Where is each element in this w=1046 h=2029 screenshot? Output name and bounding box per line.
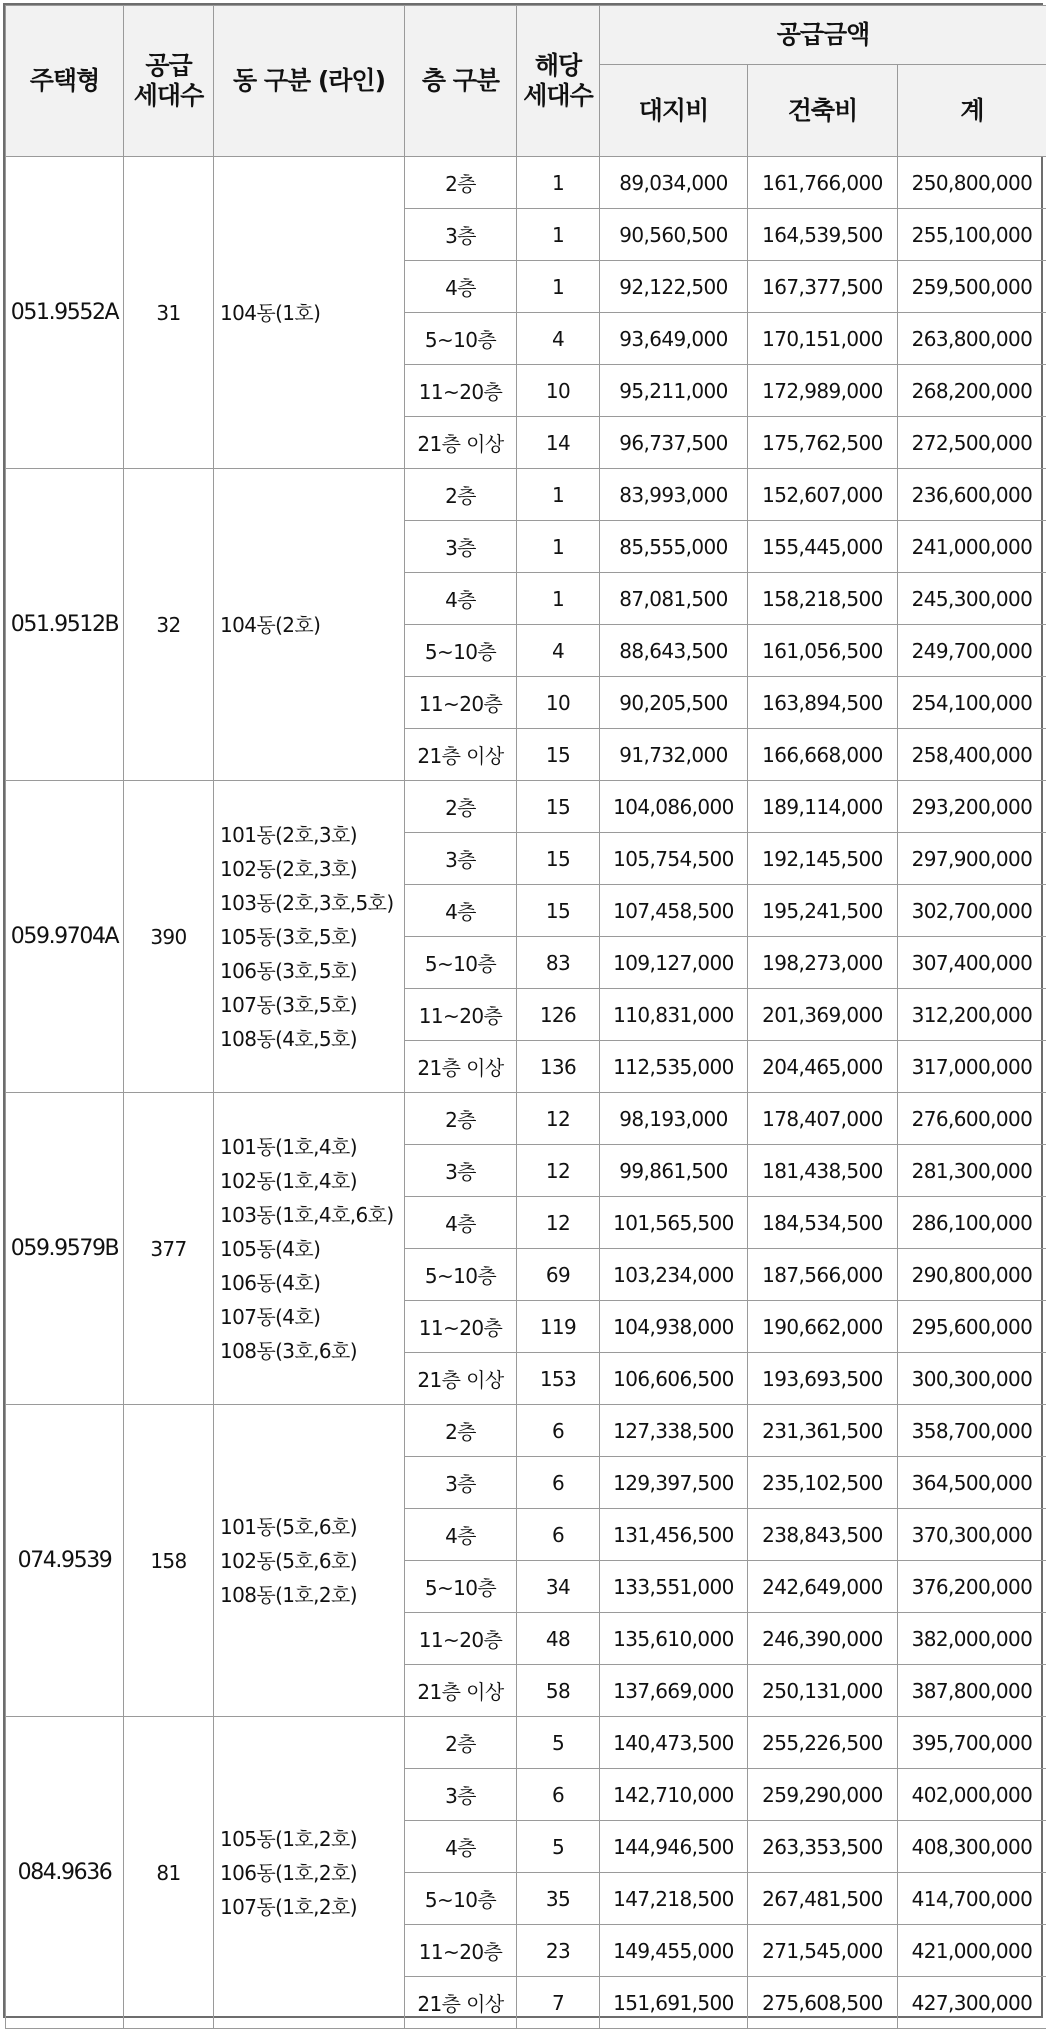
land-price-cell: 105,754,500: [600, 833, 748, 885]
total-price-cell: 302,700,000: [898, 885, 1046, 937]
floor-cell: 5~10층: [405, 1249, 517, 1301]
land-price-cell: 103,234,000: [600, 1249, 748, 1301]
header-units-line1: 해당: [517, 51, 599, 81]
dong-line: 102동(2호,3호): [220, 852, 404, 886]
house-type-cell: 051.9512B: [6, 469, 124, 781]
total-price-cell: 236,600,000: [898, 469, 1046, 521]
total-price-cell: 281,300,000: [898, 1145, 1046, 1197]
land-price-cell: 99,861,500: [600, 1145, 748, 1197]
build-price-cell: 172,989,000: [748, 365, 898, 417]
land-price-cell: 101,565,500: [600, 1197, 748, 1249]
floor-cell: 21층 이상: [405, 1353, 517, 1405]
dong-line: 101동(5호,6호): [220, 1510, 404, 1544]
dong-line: 102동(1호,4호): [220, 1164, 404, 1198]
dong-line: 105동(3호,5호): [220, 920, 404, 954]
land-price-cell: 104,938,000: [600, 1301, 748, 1353]
dong-line: 105동(4호): [220, 1232, 404, 1266]
total-price-cell: 387,800,000: [898, 1665, 1046, 1717]
build-price-cell: 242,649,000: [748, 1561, 898, 1613]
floor-cell: 21층 이상: [405, 1041, 517, 1093]
floor-cell: 5~10층: [405, 625, 517, 677]
dong-line: 108동(3호,6호): [220, 1334, 404, 1368]
dong-line: 103동(1호,4호,6호): [220, 1198, 404, 1232]
land-price-cell: 95,211,000: [600, 365, 748, 417]
supply-units-cell: 32: [124, 469, 214, 781]
units-cell: 23: [517, 1925, 600, 1977]
total-price-cell: 259,500,000: [898, 261, 1046, 313]
supply-units-cell: 158: [124, 1405, 214, 1717]
units-cell: 7: [517, 1977, 600, 2029]
floor-cell: 11~20층: [405, 1613, 517, 1665]
header-supply-units-line1: 공급: [124, 51, 213, 81]
floor-cell: 3층: [405, 1457, 517, 1509]
build-price-cell: 231,361,500: [748, 1405, 898, 1457]
total-price-cell: 254,100,000: [898, 677, 1046, 729]
floor-cell: 2층: [405, 1405, 517, 1457]
dong-line: 102동(5호,6호): [220, 1544, 404, 1578]
dong-line: 106동(3호,5호): [220, 954, 404, 988]
dong-line: 106동(4호): [220, 1266, 404, 1300]
header-price: 공급금액: [600, 6, 1046, 65]
floor-cell: 2층: [405, 1717, 517, 1769]
units-cell: 5: [517, 1821, 600, 1873]
build-price-cell: 175,762,500: [748, 417, 898, 469]
land-price-cell: 112,535,000: [600, 1041, 748, 1093]
build-price-cell: 161,056,500: [748, 625, 898, 677]
table-row: [6, 1093, 1046, 1145]
build-price-cell: 246,390,000: [748, 1613, 898, 1665]
build-price-cell: 271,545,000: [748, 1925, 898, 1977]
total-price-cell: 421,000,000: [898, 1925, 1046, 1977]
floor-cell: 2층: [405, 469, 517, 521]
build-price-cell: 201,369,000: [748, 989, 898, 1041]
land-price-cell: 90,560,500: [600, 209, 748, 261]
table-body: [6, 157, 1046, 2029]
land-price-cell: 92,122,500: [600, 261, 748, 313]
land-price-cell: 131,456,500: [600, 1509, 748, 1561]
build-price-cell: 181,438,500: [748, 1145, 898, 1197]
header-units: [517, 6, 600, 157]
header-supply-units-line2: 세대수: [124, 81, 213, 111]
total-price-cell: 263,800,000: [898, 313, 1046, 365]
land-price-cell: 83,993,000: [600, 469, 748, 521]
header-supply-units: [124, 6, 214, 157]
dong-line: 101동(2호,3호): [220, 818, 404, 852]
table-row: [6, 1405, 1046, 1457]
dong-line: 107동(1호,2호): [220, 1890, 404, 1924]
floor-cell: 5~10층: [405, 1561, 517, 1613]
dong-line: 107동(4호): [220, 1300, 404, 1334]
floor-cell: 4층: [405, 1821, 517, 1873]
header-floor: 층 구분: [405, 6, 517, 157]
land-price-cell: 91,732,000: [600, 729, 748, 781]
units-cell: 136: [517, 1041, 600, 1093]
house-type-cell: 059.9704A: [6, 781, 124, 1093]
floor-cell: 3층: [405, 521, 517, 573]
floor-cell: 5~10층: [405, 313, 517, 365]
units-cell: 1: [517, 261, 600, 313]
total-price-cell: 293,200,000: [898, 781, 1046, 833]
units-cell: 12: [517, 1197, 600, 1249]
floor-cell: 21층 이상: [405, 729, 517, 781]
total-price-cell: 364,500,000: [898, 1457, 1046, 1509]
build-price-cell: 255,226,500: [748, 1717, 898, 1769]
dong-line: 107동(3호,5호): [220, 988, 404, 1022]
dong-line-cell: [214, 1717, 405, 2029]
floor-cell: 3층: [405, 1769, 517, 1821]
header-total: 계: [898, 65, 1046, 157]
total-price-cell: 376,200,000: [898, 1561, 1046, 1613]
floor-cell: 21층 이상: [405, 417, 517, 469]
total-price-cell: 255,100,000: [898, 209, 1046, 261]
house-type-cell: 084.9636: [6, 1717, 124, 2029]
dong-line-cell: [214, 781, 405, 1093]
build-price-cell: 250,131,000: [748, 1665, 898, 1717]
dong-line: 108동(1호,2호): [220, 1578, 404, 1612]
build-price-cell: 198,273,000: [748, 937, 898, 989]
house-type-cell: 074.9539: [6, 1405, 124, 1717]
supply-units-cell: 390: [124, 781, 214, 1093]
units-cell: 15: [517, 833, 600, 885]
build-price-cell: 163,894,500: [748, 677, 898, 729]
units-cell: 6: [517, 1457, 600, 1509]
supply-units-cell: 31: [124, 157, 214, 469]
build-price-cell: 166,668,000: [748, 729, 898, 781]
dong-line: 108동(4호,5호): [220, 1022, 404, 1056]
header-land: 대지비: [600, 65, 748, 157]
total-price-cell: 241,000,000: [898, 521, 1046, 573]
units-cell: 48: [517, 1613, 600, 1665]
build-price-cell: 164,539,500: [748, 209, 898, 261]
build-price-cell: 263,353,500: [748, 1821, 898, 1873]
floor-cell: 11~20층: [405, 1301, 517, 1353]
floor-cell: 11~20층: [405, 677, 517, 729]
floor-cell: 3층: [405, 833, 517, 885]
land-price-cell: 133,551,000: [600, 1561, 748, 1613]
build-price-cell: 158,218,500: [748, 573, 898, 625]
units-cell: 15: [517, 885, 600, 937]
build-price-cell: 192,145,500: [748, 833, 898, 885]
land-price-cell: 107,458,500: [600, 885, 748, 937]
units-cell: 12: [517, 1093, 600, 1145]
land-price-cell: 129,397,500: [600, 1457, 748, 1509]
total-price-cell: 272,500,000: [898, 417, 1046, 469]
total-price-cell: 297,900,000: [898, 833, 1046, 885]
table-row: [6, 157, 1046, 209]
build-price-cell: 178,407,000: [748, 1093, 898, 1145]
land-price-cell: 151,691,500: [600, 1977, 748, 2029]
floor-cell: 4층: [405, 1509, 517, 1561]
land-price-cell: 142,710,000: [600, 1769, 748, 1821]
build-price-cell: 193,693,500: [748, 1353, 898, 1405]
units-cell: 1: [517, 573, 600, 625]
units-cell: 35: [517, 1873, 600, 1925]
dong-line: 101동(1호,4호): [220, 1130, 404, 1164]
land-price-cell: 90,205,500: [600, 677, 748, 729]
total-price-cell: 300,300,000: [898, 1353, 1046, 1405]
build-price-cell: 152,607,000: [748, 469, 898, 521]
build-price-cell: 259,290,000: [748, 1769, 898, 1821]
header-dong: 동 구분 (라인): [214, 6, 405, 157]
land-price-cell: 147,218,500: [600, 1873, 748, 1925]
units-cell: 15: [517, 781, 600, 833]
floor-cell: 2층: [405, 781, 517, 833]
build-price-cell: 189,114,000: [748, 781, 898, 833]
table-header: [6, 6, 1046, 157]
build-price-cell: 167,377,500: [748, 261, 898, 313]
units-cell: 10: [517, 677, 600, 729]
land-price-cell: 85,555,000: [600, 521, 748, 573]
units-cell: 1: [517, 209, 600, 261]
floor-cell: 3층: [405, 1145, 517, 1197]
units-cell: 1: [517, 521, 600, 573]
dong-line: 104동(1호): [220, 296, 404, 330]
total-price-cell: 382,000,000: [898, 1613, 1046, 1665]
floor-cell: 5~10층: [405, 937, 517, 989]
total-price-cell: 258,400,000: [898, 729, 1046, 781]
dong-line-cell: [214, 469, 405, 781]
total-price-cell: 358,700,000: [898, 1405, 1046, 1457]
total-price-cell: 408,300,000: [898, 1821, 1046, 1873]
build-price-cell: 155,445,000: [748, 521, 898, 573]
header-type: 주택형: [6, 6, 124, 157]
land-price-cell: 140,473,500: [600, 1717, 748, 1769]
land-price-cell: 93,649,000: [600, 313, 748, 365]
total-price-cell: 290,800,000: [898, 1249, 1046, 1301]
units-cell: 6: [517, 1509, 600, 1561]
build-price-cell: 195,241,500: [748, 885, 898, 937]
floor-cell: 4층: [405, 573, 517, 625]
units-cell: 1: [517, 469, 600, 521]
units-cell: 15: [517, 729, 600, 781]
units-cell: 6: [517, 1769, 600, 1821]
build-price-cell: 275,608,500: [748, 1977, 898, 2029]
units-cell: 126: [517, 989, 600, 1041]
land-price-cell: 127,338,500: [600, 1405, 748, 1457]
units-cell: 14: [517, 417, 600, 469]
dong-line-cell: [214, 1093, 405, 1405]
build-price-cell: 235,102,500: [748, 1457, 898, 1509]
build-price-cell: 184,534,500: [748, 1197, 898, 1249]
units-cell: 153: [517, 1353, 600, 1405]
units-cell: 12: [517, 1145, 600, 1197]
dong-line-cell: [214, 1405, 405, 1717]
units-cell: 4: [517, 313, 600, 365]
land-price-cell: 149,455,000: [600, 1925, 748, 1977]
land-price-cell: 135,610,000: [600, 1613, 748, 1665]
dong-line: 106동(1호,2호): [220, 1856, 404, 1890]
units-cell: 83: [517, 937, 600, 989]
units-cell: 34: [517, 1561, 600, 1613]
land-price-cell: 89,034,000: [600, 157, 748, 209]
floor-cell: 11~20층: [405, 989, 517, 1041]
floor-cell: 21층 이상: [405, 1977, 517, 2029]
dong-line: 103동(2호,3호,5호): [220, 886, 404, 920]
build-price-cell: 161,766,000: [748, 157, 898, 209]
floor-cell: 4층: [405, 1197, 517, 1249]
units-cell: 58: [517, 1665, 600, 1717]
units-cell: 10: [517, 365, 600, 417]
supply-units-cell: 377: [124, 1093, 214, 1405]
total-price-cell: 312,200,000: [898, 989, 1046, 1041]
total-price-cell: 427,300,000: [898, 1977, 1046, 2029]
total-price-cell: 276,600,000: [898, 1093, 1046, 1145]
total-price-cell: 414,700,000: [898, 1873, 1046, 1925]
floor-cell: 11~20층: [405, 365, 517, 417]
land-price-cell: 98,193,000: [600, 1093, 748, 1145]
build-price-cell: 187,566,000: [748, 1249, 898, 1301]
table-row: [6, 781, 1046, 833]
total-price-cell: 295,600,000: [898, 1301, 1046, 1353]
floor-cell: 2층: [405, 157, 517, 209]
build-price-cell: 238,843,500: [748, 1509, 898, 1561]
units-cell: 119: [517, 1301, 600, 1353]
land-price-cell: 110,831,000: [600, 989, 748, 1041]
floor-cell: 4층: [405, 261, 517, 313]
house-type-cell: 059.9579B: [6, 1093, 124, 1405]
floor-cell: 5~10층: [405, 1873, 517, 1925]
dong-line-cell: [214, 157, 405, 469]
total-price-cell: 268,200,000: [898, 365, 1046, 417]
land-price-cell: 96,737,500: [600, 417, 748, 469]
header-units-line2: 세대수: [517, 81, 599, 111]
floor-cell: 3층: [405, 209, 517, 261]
total-price-cell: 395,700,000: [898, 1717, 1046, 1769]
land-price-cell: 104,086,000: [600, 781, 748, 833]
dong-line: 104동(2호): [220, 608, 404, 642]
table-row: [6, 1717, 1046, 1769]
dong-line: 105동(1호,2호): [220, 1822, 404, 1856]
build-price-cell: 204,465,000: [748, 1041, 898, 1093]
total-price-cell: 307,400,000: [898, 937, 1046, 989]
floor-cell: 21층 이상: [405, 1665, 517, 1717]
supply-units-cell: 81: [124, 1717, 214, 2029]
land-price-cell: 87,081,500: [600, 573, 748, 625]
total-price-cell: 245,300,000: [898, 573, 1046, 625]
total-price-cell: 370,300,000: [898, 1509, 1046, 1561]
header-build: 건축비: [748, 65, 898, 157]
build-price-cell: 190,662,000: [748, 1301, 898, 1353]
total-price-cell: 402,000,000: [898, 1769, 1046, 1821]
units-cell: 69: [517, 1249, 600, 1301]
table-row: [6, 469, 1046, 521]
land-price-cell: 106,606,500: [600, 1353, 748, 1405]
units-cell: 5: [517, 1717, 600, 1769]
land-price-cell: 88,643,500: [600, 625, 748, 677]
floor-cell: 4층: [405, 885, 517, 937]
total-price-cell: 249,700,000: [898, 625, 1046, 677]
house-type-cell: 051.9552A: [6, 157, 124, 469]
build-price-cell: 267,481,500: [748, 1873, 898, 1925]
units-cell: 4: [517, 625, 600, 677]
floor-cell: 11~20층: [405, 1925, 517, 1977]
total-price-cell: 250,800,000: [898, 157, 1046, 209]
land-price-cell: 137,669,000: [600, 1665, 748, 1717]
total-price-cell: 317,000,000: [898, 1041, 1046, 1093]
floor-cell: 2층: [405, 1093, 517, 1145]
supply-price-table: [5, 5, 1046, 2029]
build-price-cell: 170,151,000: [748, 313, 898, 365]
total-price-cell: 286,100,000: [898, 1197, 1046, 1249]
land-price-cell: 109,127,000: [600, 937, 748, 989]
units-cell: 6: [517, 1405, 600, 1457]
units-cell: 1: [517, 157, 600, 209]
land-price-cell: 144,946,500: [600, 1821, 748, 1873]
